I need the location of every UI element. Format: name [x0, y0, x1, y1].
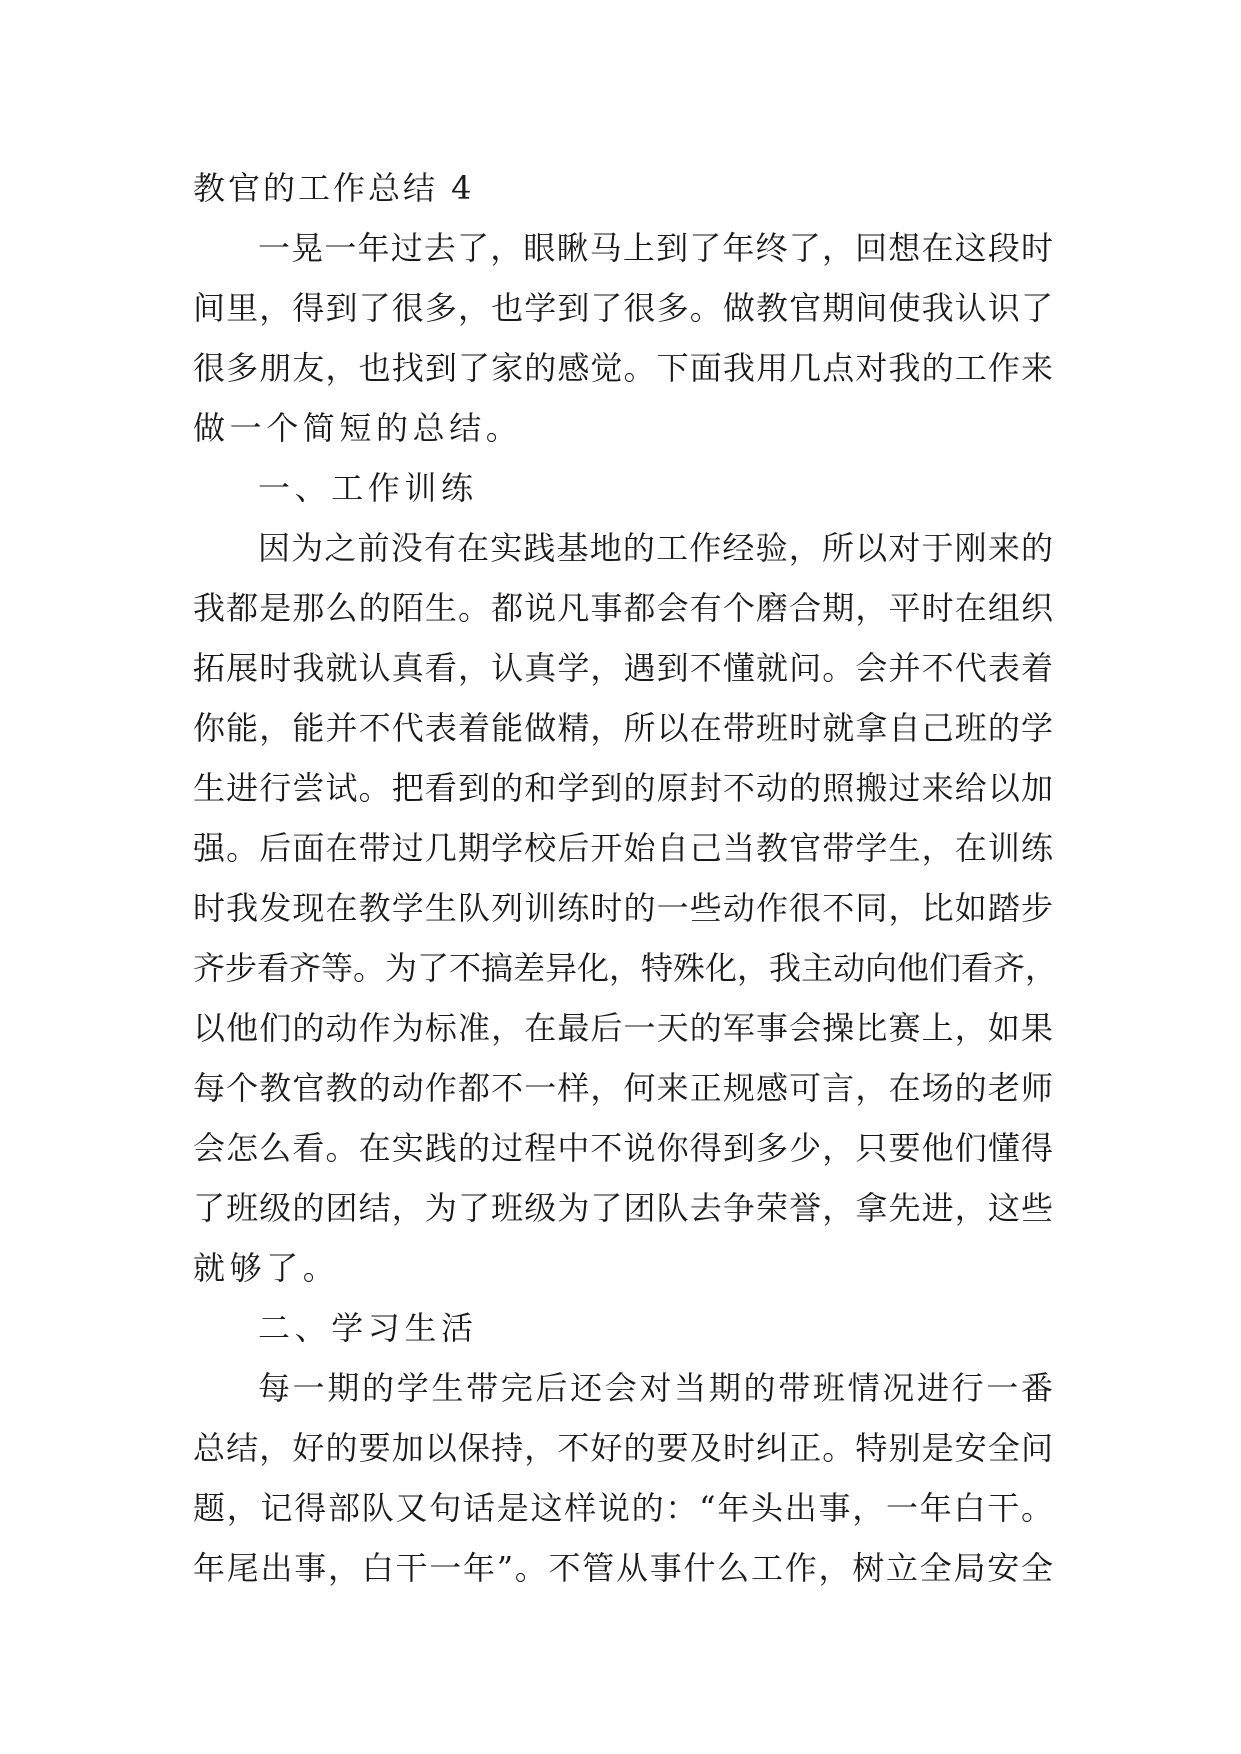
document-title: 教官的工作总结 4: [193, 169, 475, 207]
paragraph-line: 强。后面在带过几期学校后开始自己当教官带学生，在训练: [193, 829, 1053, 867]
paragraph-line: 你能，能并不代表着能做精，所以在带班时就拿自己班的学: [193, 709, 1053, 747]
paragraph-line: 每一期的学生带完后还会对当期的带班情况进行一番: [258, 1369, 1053, 1407]
paragraph-line: 总结，好的要加以保持，不好的要及时纠正。特别是安全问: [193, 1429, 1053, 1467]
paragraph-line: 就够了。: [193, 1249, 340, 1287]
paragraph-line: 题，记得部队又句话是这样说的：“年头出事，一年白干。: [193, 1489, 1053, 1527]
paragraph-line: 时我发现在教学生队列训练时的一些动作很不同，比如踏步: [193, 889, 1053, 927]
paragraph-line: 我都是那么的陌生。都说凡事都会有个磨合期，平时在组织: [193, 589, 1053, 627]
paragraph-line: 了班级的团结，为了班级为了团队去争荣誉，拿先进，这些: [193, 1189, 1053, 1227]
paragraph-line: 因为之前没有在实践基地的工作经验，所以对于刚来的: [258, 529, 1053, 567]
paragraph-line: 间里，得到了很多，也学到了很多。做教官期间使我认识了: [193, 289, 1053, 327]
paragraph-line: 以他们的动作为标准，在最后一天的军事会操比赛上，如果: [193, 1009, 1053, 1047]
paragraph-line: 很多朋友，也找到了家的感觉。下面我用几点对我的工作来: [193, 349, 1053, 387]
paragraph-line: 每个教官教的动作都不一样，何来正规感可言，在场的老师: [193, 1069, 1053, 1107]
paragraph-line: 生进行尝试。把看到的和学到的原封不动的照搬过来给以加: [193, 769, 1053, 807]
paragraph-line: 年尾出事，白干一年”。不管从事什么工作，树立全局安全: [193, 1549, 1053, 1587]
paragraph-line: 做一个简短的总结。: [193, 409, 523, 447]
paragraph-line: 会怎么看。在实践的过程中不说你得到多少，只要他们懂得: [193, 1129, 1053, 1167]
paragraph-line: 拓展时我就认真看，认真学，遇到不懂就问。会并不代表着: [193, 649, 1053, 687]
paragraph-line: 一晃一年过去了，眼瞅马上到了年终了，回想在这段时: [258, 229, 1053, 267]
paragraph-line: 齐步看齐等。为了不搞差异化，特殊化，我主动向他们看齐，: [193, 949, 1058, 987]
section-heading: 一、工作训练: [258, 469, 478, 507]
section-heading: 二、学习生活: [258, 1309, 478, 1347]
